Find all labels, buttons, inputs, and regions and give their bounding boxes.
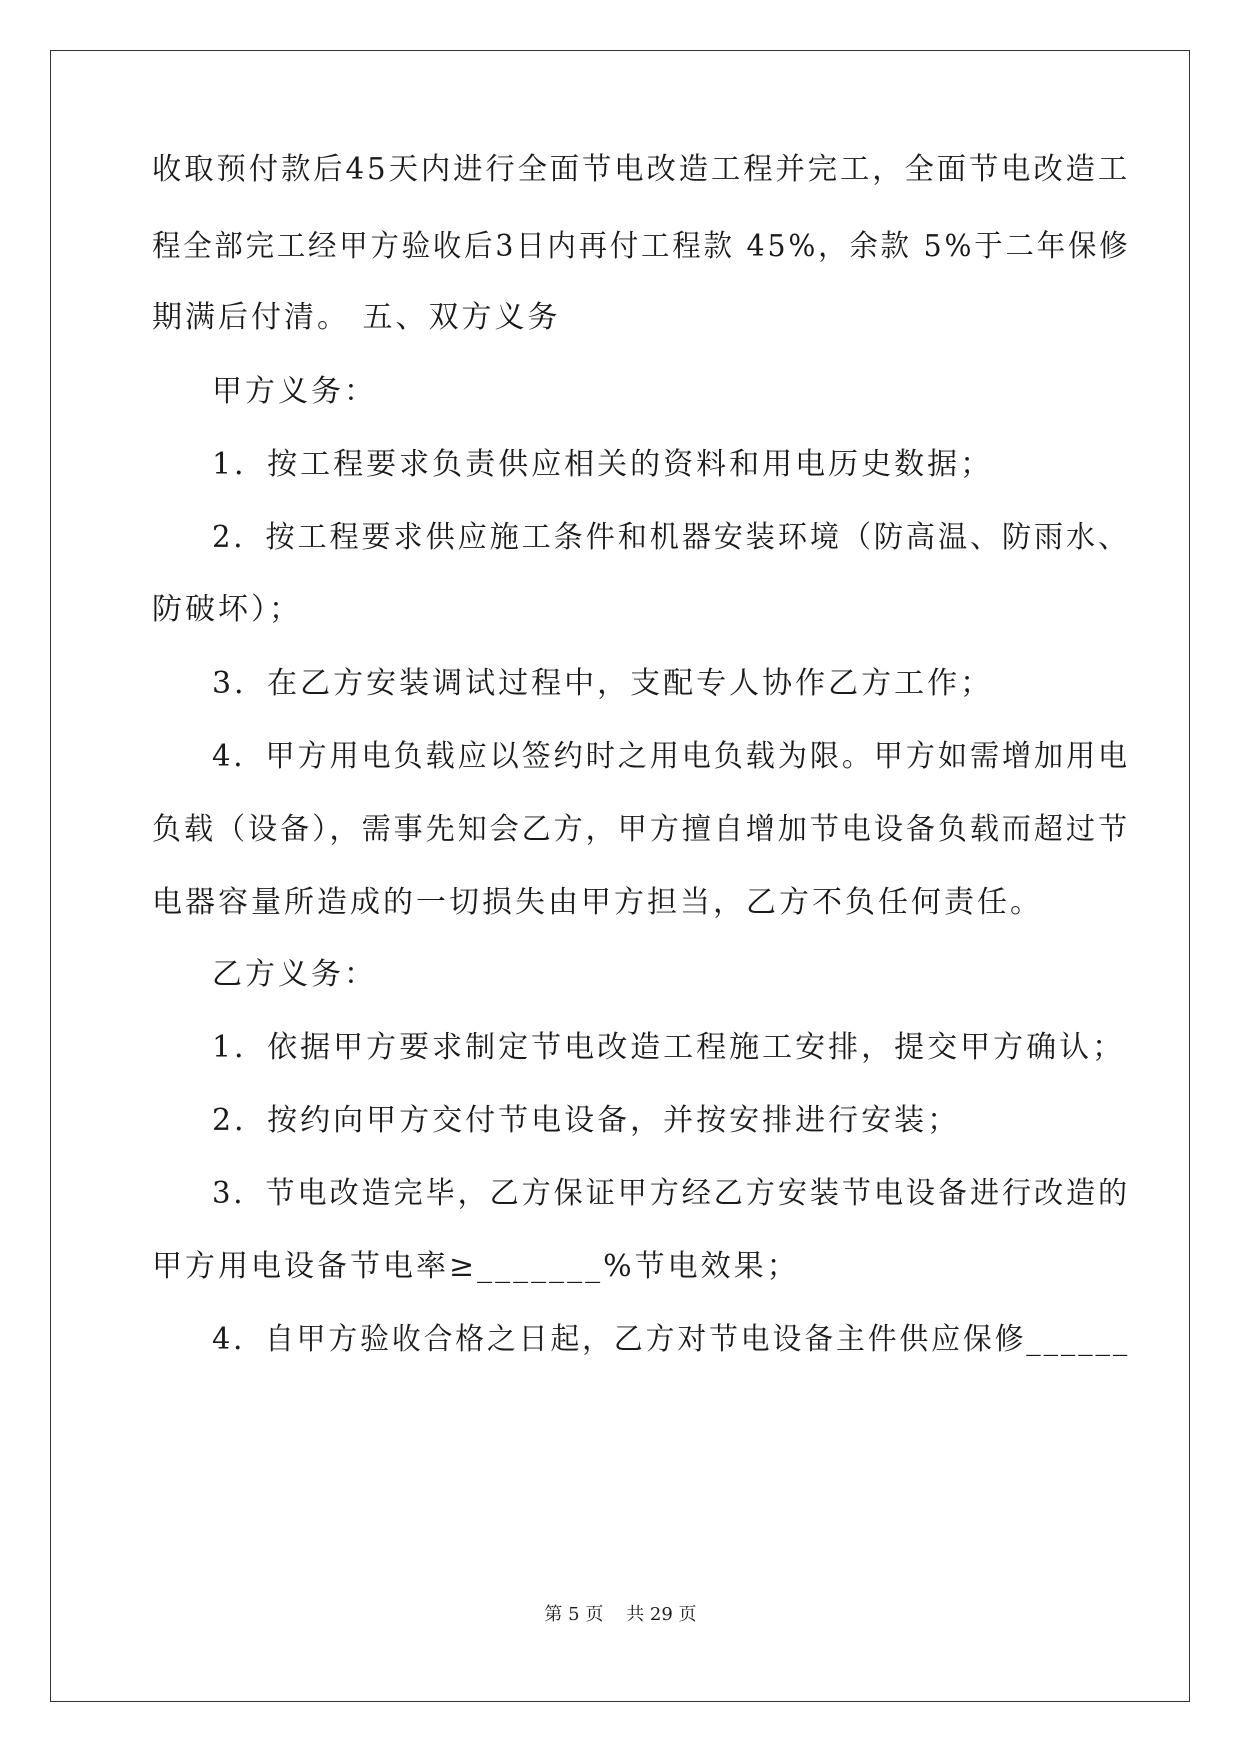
list-item: 3．在乙方安装调试过程中，支配专人协作乙方工作； <box>212 666 994 701</box>
paragraph-line: 期满后付清。 五、双方义务 <box>152 300 561 335</box>
paragraph-line: 收取预付款后45天内进行全面节电改造工程并完工，全面节电改造工 <box>152 152 1131 187</box>
list-item: 4．甲方用电负载应以签约时之用电负载为限。甲方如需增加用电 <box>212 739 1131 774</box>
section-heading: 甲方义务： <box>212 374 377 409</box>
list-item: 2．按约向甲方交付节电设备，并按安排进行安装； <box>212 1103 961 1138</box>
list-item: 4．自甲方验收合格之日起，乙方对节电设备主件供应保修______ <box>212 1322 1131 1357</box>
list-item-continuation: 电器容量所造成的一切损失由甲方担当，乙方不负任何责任。 <box>152 885 1043 920</box>
list-item-continuation: 负载（设备），需事先知会乙方，甲方擅自增加节电设备负载而超过节 <box>152 812 1130 847</box>
list-item: 3．节电改造完毕，乙方保证甲方经乙方安装节电设备进行改造的 <box>212 1176 1131 1211</box>
list-item: 1．按工程要求负责供应相关的资料和用电历史数据； <box>212 447 994 482</box>
page-number-footer: 第 5 页 共 29 页 <box>544 1604 697 1625</box>
list-item-continuation: 甲方用电设备节电率≥_______%节电效果； <box>152 1249 800 1284</box>
list-item-continuation: 防破坏）； <box>152 592 302 627</box>
section-heading: 乙方义务： <box>212 957 377 992</box>
list-item: 2．按工程要求供应施工条件和机器安装环境（防高温、防雨水、 <box>212 520 1131 555</box>
list-item: 1．依据甲方要求制定节电改造工程施工安排，提交甲方确认； <box>212 1030 1126 1065</box>
paragraph-line: 程全部完工经甲方验收后3日内再付工程款 45%，余款 5%于二年保修 <box>152 229 1131 264</box>
